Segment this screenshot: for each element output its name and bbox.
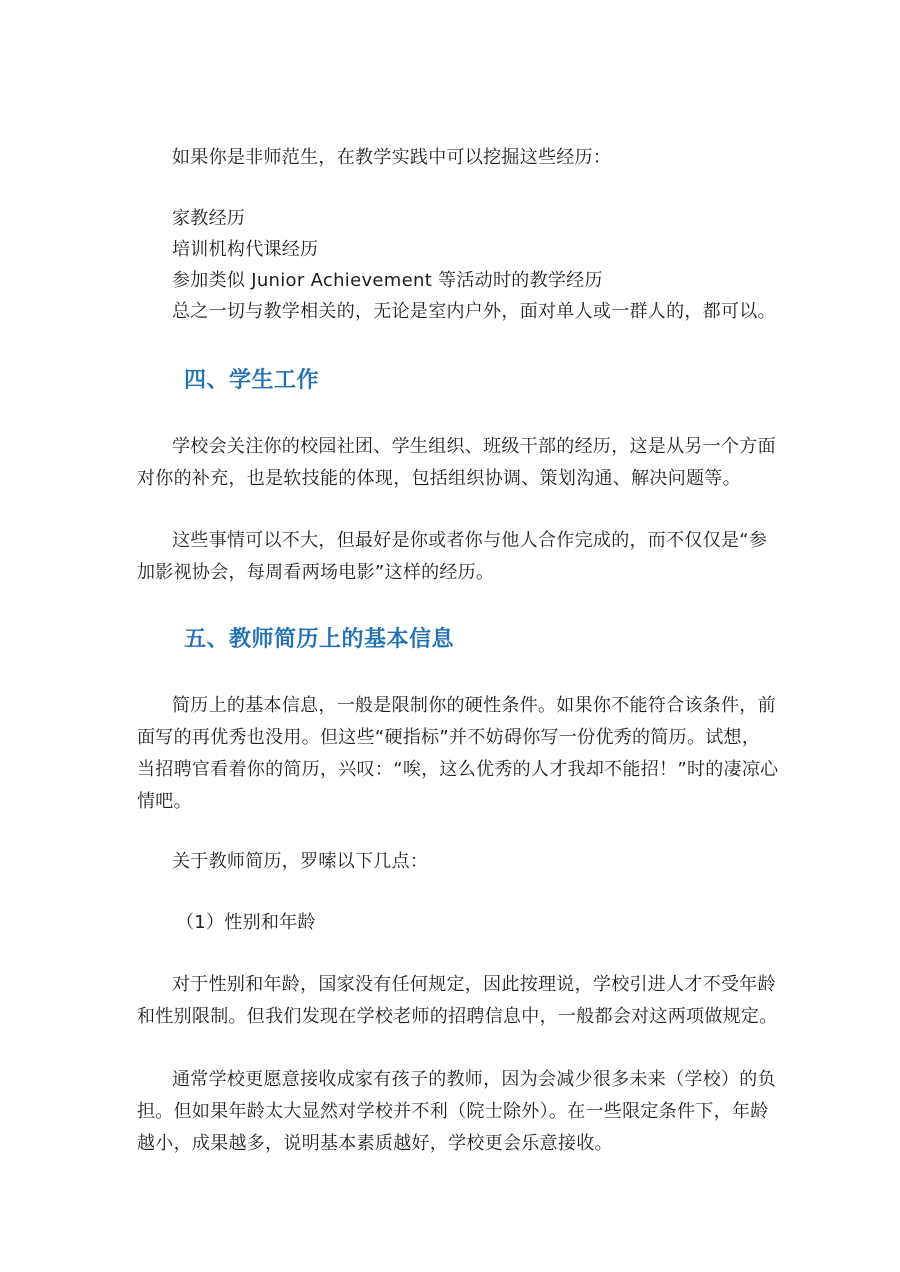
section5-para3-line2: 和性别限制。但我们发现在学校老师的招聘信息中，一般都会对这两项做规定。 bbox=[137, 1006, 778, 1027]
section5-para1-line2: 面写的再优秀也没用。但这些“硬指标”并不妨碍你写一份优秀的简历。试想， bbox=[137, 727, 761, 748]
section4-para1-line1: 学校会关注你的校园社团、学生组织、班级干部的经历，这是从另一个方面 bbox=[172, 436, 776, 457]
section5-para4-line3: 越小，成果越多，说明基本素质越好，学校更会乐意接收。 bbox=[137, 1133, 613, 1154]
section5-heading: 五、教师简历上的基本信息 bbox=[184, 627, 455, 652]
section5-para1-line1: 简历上的基本信息，一般是限制你的硬性条件。如果你不能符合该条件，前 bbox=[172, 695, 776, 716]
list-item-summary: 总之一切与教学相关的，无论是室内户外，面对单人或一群人的，都可以。 bbox=[172, 301, 776, 322]
section4-para2-line1: 这些事情可以不大，但最好是你或者你与他人合作完成的，而不仅仅是“参 bbox=[172, 530, 768, 551]
list-item-junior-achievement: 参加类似 Junior Achievement 等活动时的教学经历 bbox=[172, 270, 603, 291]
list-item-training-institution: 培训机构代课经历 bbox=[172, 239, 319, 260]
section5-para2: 关于教师简历，罗嗦以下几点： bbox=[172, 851, 429, 872]
intro-line: 如果你是非师范生，在教学实践中可以挖掘这些经历： bbox=[172, 147, 612, 168]
section4-para2-line2: 加影视协会，每周看两场电影”这样的经历。 bbox=[137, 562, 495, 583]
list-item-tutoring: 家教经历 bbox=[172, 208, 246, 229]
section4-heading: 四、学生工作 bbox=[184, 368, 320, 393]
section5-para4-line1: 通常学校更愿意接收成家有孩子的教师，因为会减少很多未来（学校）的负 bbox=[172, 1069, 776, 1090]
subsection-gender-age: （1）性别和年龄 bbox=[176, 912, 316, 933]
section5-para1-line3: 当招聘官看着你的简历，兴叹：“唉，这么优秀的人才我却不能招！”时的凄凉心 bbox=[137, 759, 779, 780]
section5-para4-line2: 担。但如果年龄太大显然对学校并不利（院士除外）。在一些限定条件下，年龄 bbox=[137, 1101, 769, 1122]
section5-para1-line4: 情吧。 bbox=[137, 791, 192, 812]
section4-para1-line2: 对你的补充，也是软技能的体现，包括组织协调、策划沟通、解决问题等。 bbox=[137, 468, 741, 489]
section5-para3-line1: 对于性别和年龄，国家没有任何规定，因此按理说，学校引进人才不受年龄 bbox=[172, 974, 776, 995]
